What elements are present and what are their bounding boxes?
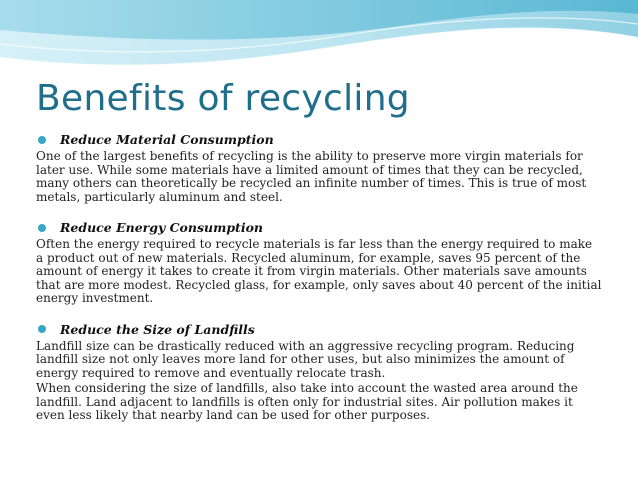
paragraph-landfills-2: When considering the size of landfills, also take into account the wasted area around the landfill. Land adjacent to landfills is often only for industrial sites. Air pollution makes it even less likely that nearby land can be used for other purposes. [36,381,578,422]
bullet-heading-material [38,131,602,148]
paragraph-energy: Often the energy required to recycle materials is far less than the energy required to make a product out of new materials. Recycled aluminum, for example, saves 95 percent of the amount of energy it takes to create it from virgin materials. Other materials save amounts that are more modest. Recycled glass, for example, only saves about 40 percent of the initial energy investment. [36,237,602,305]
paragraph-landfills-1: Landfill size can be drastically reduced with an aggressive recycling program. Reducing landfill size not only leaves more land for other uses, but also minimizes the amount of energy required to remove and eventually relocate trash. [36,338,575,380]
bullet-heading-text: Reduce Energy Consumption [60,220,264,235]
paragraph-material: One of the largest benefits of recycling is the ability to preserve more virgin materials for later use. While some materials have a limited amount of times that they can be recycled, many others can theoretically be recycled an infinite number of times. This is true of most metals, particularly aluminum and steel. [36,149,587,204]
bullet-dot-icon [38,224,46,232]
bullet-dot-icon [38,136,46,144]
bullet-heading-landfills [38,321,602,338]
bullet-heading-text: Reduce the Size of Landfills [60,321,255,337]
slide-content [36,131,602,423]
bullet-heading-text: Reduce Material Consumption [60,132,274,147]
bullet-heading-energy [38,219,602,236]
slide-title: Benefits of recycling [36,78,410,119]
bullet-dot-icon [38,325,46,333]
header-wave-decoration [0,0,638,80]
